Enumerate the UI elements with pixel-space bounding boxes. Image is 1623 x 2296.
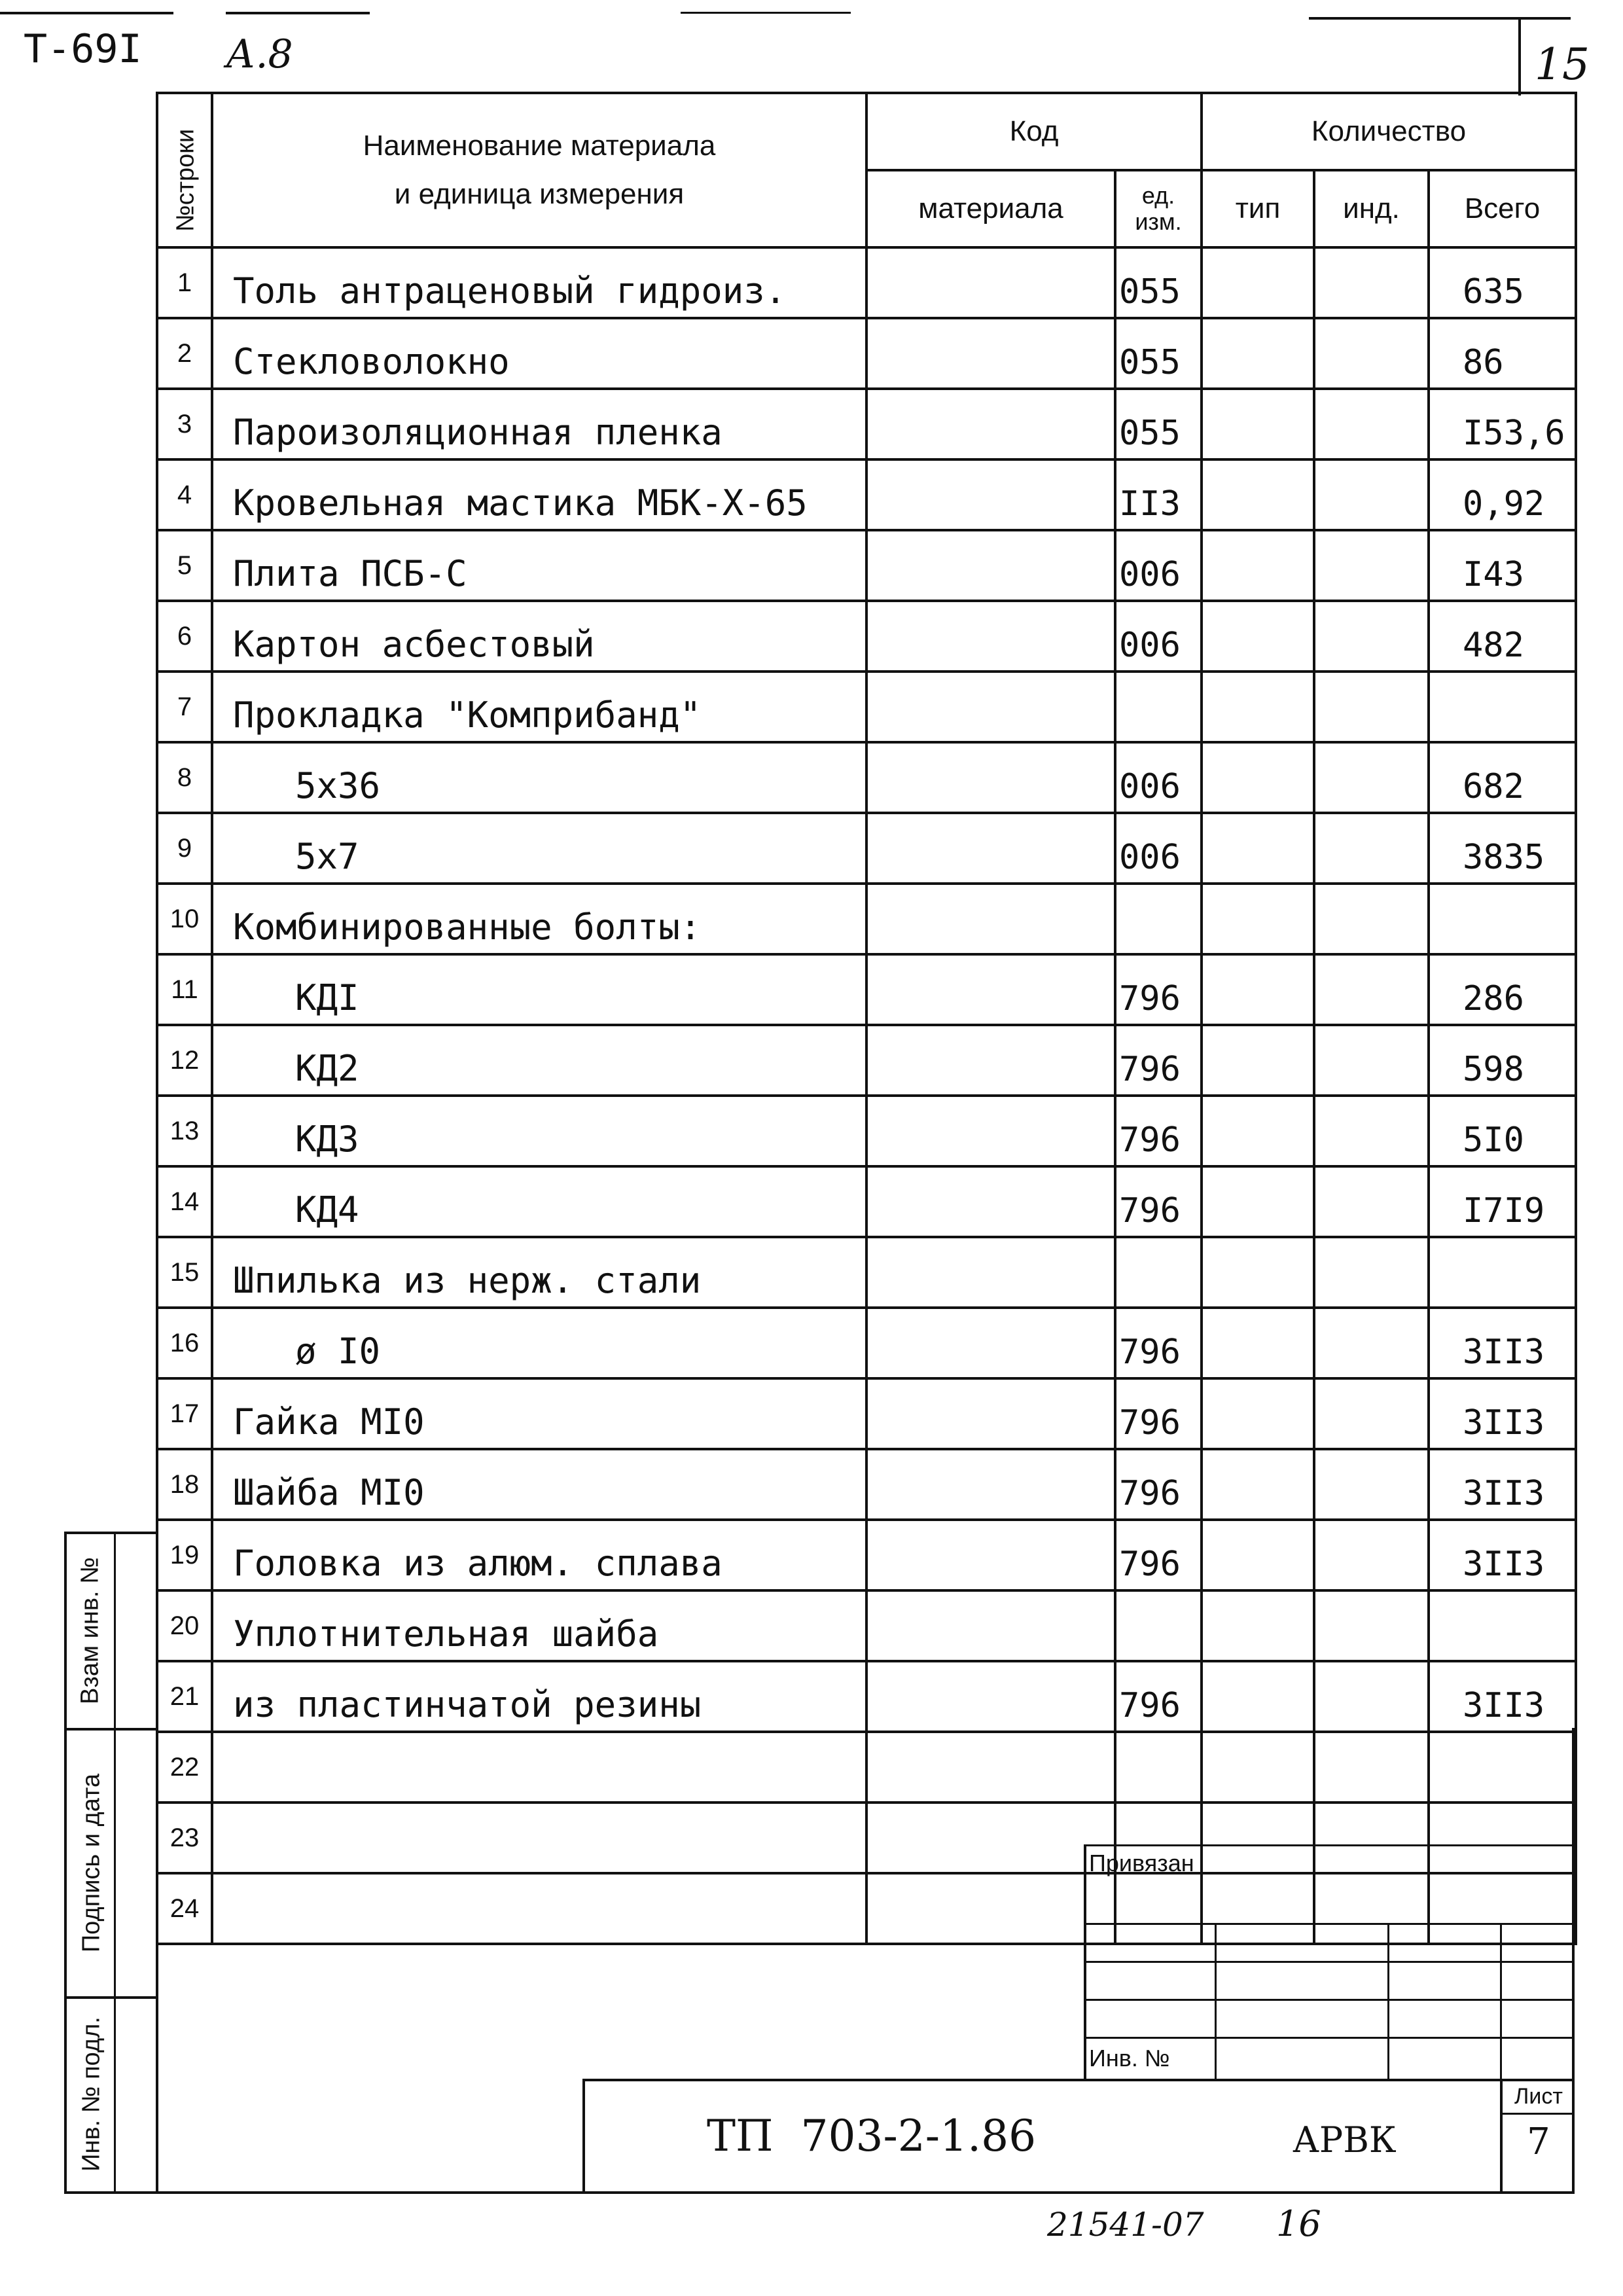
table-row: [157, 601, 1576, 672]
qty-total: 482: [1429, 601, 1576, 672]
qty-type: [1202, 1590, 1314, 1661]
unit-code: [1115, 1873, 1202, 1944]
inv-podl-label: Инв. № подл.: [77, 2017, 105, 2172]
material-name: Головка из алюм. сплава: [212, 1520, 866, 1590]
row-number: 2: [157, 318, 212, 389]
qty-type: [1202, 742, 1314, 813]
table-row: [157, 1096, 1576, 1166]
total-header: Всего: [1429, 170, 1576, 247]
table-row: [157, 1803, 1576, 1873]
archive-number: 21541-07: [1047, 2206, 1204, 2244]
qty-total: [1429, 1732, 1576, 1803]
table-row: [157, 1166, 1576, 1237]
row-number: 21: [157, 1661, 212, 1732]
material-name: КД3: [212, 1096, 866, 1166]
qty-total: [1429, 1803, 1576, 1873]
page-number-box: [1518, 17, 1521, 96]
title-block-border: [582, 2079, 1575, 2081]
qty-ind: [1314, 742, 1429, 813]
table-row: [157, 530, 1576, 601]
qty-total: 3II3: [1429, 1661, 1576, 1732]
archive-page: 16: [1276, 2203, 1321, 2244]
qty-total: 3II3: [1429, 1520, 1576, 1590]
qty-ind: [1314, 1096, 1429, 1166]
qty-type: [1202, 1096, 1314, 1166]
qty-type: [1202, 1661, 1314, 1732]
title-block-border: [582, 2079, 585, 2194]
qty-ind: [1314, 530, 1429, 601]
qty-total: 598: [1429, 1025, 1576, 1096]
qty-total: [1429, 1237, 1576, 1308]
material-name: из пластинчатой резины: [212, 1661, 866, 1732]
qty-type: [1202, 459, 1314, 530]
qty-type: [1202, 1025, 1314, 1096]
qty-type: [1202, 884, 1314, 954]
qty-ind: [1314, 318, 1429, 389]
qty-total: 682: [1429, 742, 1576, 813]
unit-code: 796: [1115, 1378, 1202, 1449]
row-number: 6: [157, 601, 212, 672]
qty-ind: [1314, 1661, 1429, 1732]
stamp-border: [1215, 1923, 1217, 2081]
material-code: [866, 530, 1115, 601]
unit-code: 055: [1115, 318, 1202, 389]
row-number: 7: [157, 672, 212, 742]
qty-ind: [1314, 884, 1429, 954]
material-code: [866, 247, 1115, 318]
materials-table: [156, 92, 1577, 1945]
unit-header: ед. изм.: [1115, 170, 1202, 247]
row-number: 23: [157, 1803, 212, 1873]
qty-type: [1202, 1237, 1314, 1308]
material-code: [866, 1520, 1115, 1590]
material-name: Шпилька из нерж. стали: [212, 1237, 866, 1308]
table-row: [157, 318, 1576, 389]
row-number-header: №строки: [157, 93, 212, 247]
page-number: 15: [1535, 39, 1590, 90]
inv-no-label: Инв. №: [1089, 2045, 1170, 2072]
title-block-border: [1500, 2113, 1575, 2115]
row-number: 5: [157, 530, 212, 601]
sheet-label: Лист: [1514, 2084, 1563, 2109]
stamp-border: [1084, 1844, 1575, 1846]
table-row: [157, 954, 1576, 1025]
row-number: 1: [157, 247, 212, 318]
material-code: [866, 1590, 1115, 1661]
table-row: [157, 1237, 1576, 1308]
qty-type: [1202, 1378, 1314, 1449]
document-code-stamp: ТП 703-2-1.86: [707, 2111, 1037, 2161]
material-code: [866, 884, 1115, 954]
qty-ind: [1314, 1520, 1429, 1590]
document-code: Т-69I: [24, 26, 142, 72]
qty-ind: [1314, 813, 1429, 884]
qty-total: I7I9: [1429, 1166, 1576, 1237]
unit-code: [1115, 672, 1202, 742]
row-number: 8: [157, 742, 212, 813]
material-code: [866, 1449, 1115, 1520]
material-code: [866, 1661, 1115, 1732]
material-name: Стекловолокно: [212, 318, 866, 389]
material-name-header: Наименование материала и единица измерения: [212, 93, 866, 247]
qty-type: [1202, 1308, 1314, 1378]
stamp-border: [1387, 1923, 1389, 2081]
material-name: Кровельная мастика МБК-Х-65: [212, 459, 866, 530]
qty-total: 3II3: [1429, 1449, 1576, 1520]
qty-ind: [1314, 247, 1429, 318]
material-name: Толь антраценовый гидроиз.: [212, 247, 866, 318]
table-row: [157, 1590, 1576, 1661]
qty-type: [1202, 672, 1314, 742]
unit-code: 055: [1115, 247, 1202, 318]
unit-code: 796: [1115, 954, 1202, 1025]
unit-code: [1115, 1590, 1202, 1661]
qty-total: I53,6: [1429, 389, 1576, 459]
material-code: [866, 742, 1115, 813]
table-row: [157, 1449, 1576, 1520]
stamp-border: [1500, 1923, 1502, 2081]
qty-total: 3835: [1429, 813, 1576, 884]
unit-code: 006: [1115, 813, 1202, 884]
stamp-border: [1084, 1844, 1086, 2081]
material-name: КД4: [212, 1166, 866, 1237]
vzam-inv-label: Взам инв. №: [76, 1557, 104, 1704]
material-name: Комбинированные болты:: [212, 884, 866, 954]
qty-ind: [1314, 1308, 1429, 1378]
qty-ind: [1314, 1732, 1429, 1803]
unit-code: [1115, 1237, 1202, 1308]
qty-ind: [1314, 1873, 1429, 1944]
qty-type: [1202, 1873, 1314, 1944]
row-number: 24: [157, 1873, 212, 1944]
material-code: [866, 672, 1115, 742]
qty-total: [1429, 1590, 1576, 1661]
qty-total: [1429, 884, 1576, 954]
code-header: Код: [866, 93, 1202, 170]
unit-code: 006: [1115, 530, 1202, 601]
unit-code: [1115, 1732, 1202, 1803]
material-name: Пароизоляционная пленка: [212, 389, 866, 459]
table-row: [157, 1661, 1576, 1732]
document-mark-stamp: АРВК: [1293, 2119, 1397, 2161]
qty-type: [1202, 954, 1314, 1025]
qty-ind: [1314, 954, 1429, 1025]
unit-code: 006: [1115, 601, 1202, 672]
table-row: [157, 1025, 1576, 1096]
unit-code: 796: [1115, 1025, 1202, 1096]
qty-type: [1202, 601, 1314, 672]
qty-total: [1429, 672, 1576, 742]
qty-type: [1202, 813, 1314, 884]
document-mark: А.8: [226, 31, 293, 77]
row-number: 3: [157, 389, 212, 459]
material-code: [866, 1803, 1115, 1873]
qty-total: 86: [1429, 318, 1576, 389]
unit-code: 796: [1115, 1449, 1202, 1520]
material-code: [866, 1025, 1115, 1096]
qty-total: 5I0: [1429, 1096, 1576, 1166]
material-code: [866, 954, 1115, 1025]
side-strip-border: [64, 1532, 67, 2194]
table-row: [157, 884, 1576, 954]
material-code: [866, 1166, 1115, 1237]
table-row: [157, 1308, 1576, 1378]
unit-code: 796: [1115, 1308, 1202, 1378]
row-number: 11: [157, 954, 212, 1025]
qty-ind: [1314, 1166, 1429, 1237]
qty-type: [1202, 1732, 1314, 1803]
qty-type: [1202, 318, 1314, 389]
material-name: Прокладка "Комприбанд": [212, 672, 866, 742]
signature-date-label: Подпись и дата: [77, 1773, 105, 1953]
material-name: [212, 1873, 866, 1944]
row-number: 14: [157, 1166, 212, 1237]
material-name: Плита ПСБ-С: [212, 530, 866, 601]
row-number: 19: [157, 1520, 212, 1590]
row-number: 13: [157, 1096, 212, 1166]
material-code: [866, 459, 1115, 530]
material-name: КД2: [212, 1025, 866, 1096]
unit-code: 796: [1115, 1166, 1202, 1237]
table-row: [157, 1520, 1576, 1590]
type-header: тип: [1202, 170, 1314, 247]
material-name: КДI: [212, 954, 866, 1025]
sheet-number: 7: [1527, 2121, 1550, 2163]
qty-type: [1202, 389, 1314, 459]
table-row: [157, 389, 1576, 459]
frame-bottom-border: [156, 2191, 1575, 2194]
qty-total: 0,92: [1429, 459, 1576, 530]
material-code: [866, 1096, 1115, 1166]
qty-type: [1202, 1803, 1314, 1873]
qty-ind: [1314, 1025, 1429, 1096]
row-number: 18: [157, 1449, 212, 1520]
qty-type: [1202, 1166, 1314, 1237]
material-code: [866, 1873, 1115, 1944]
material-name: [212, 1732, 866, 1803]
qty-ind: [1314, 601, 1429, 672]
row-number: 17: [157, 1378, 212, 1449]
material-code: [866, 813, 1115, 884]
table-row: [157, 672, 1576, 742]
qty-ind: [1314, 1449, 1429, 1520]
qty-ind: [1314, 1803, 1429, 1873]
qty-ind: [1314, 389, 1429, 459]
qty-type: [1202, 247, 1314, 318]
qty-total: 3II3: [1429, 1378, 1576, 1449]
material-name: Шайба МI0: [212, 1449, 866, 1520]
material-name: Картон асбестовый: [212, 601, 866, 672]
material-code-header: материала: [866, 170, 1115, 247]
row-number: 22: [157, 1732, 212, 1803]
table-row: [157, 1732, 1576, 1803]
material-code: [866, 601, 1115, 672]
qty-type: [1202, 530, 1314, 601]
qty-total: I43: [1429, 530, 1576, 601]
qty-ind: [1314, 1237, 1429, 1308]
frame-left-border: [156, 1728, 158, 2194]
top-edge-line: [226, 12, 370, 14]
ind-header: инд.: [1314, 170, 1429, 247]
material-code: [866, 1378, 1115, 1449]
unit-code: 796: [1115, 1520, 1202, 1590]
top-edge-line: [681, 12, 851, 14]
row-number: 20: [157, 1590, 212, 1661]
row-number: 10: [157, 884, 212, 954]
material-name: ø I0: [212, 1308, 866, 1378]
unit-code: II3: [1115, 459, 1202, 530]
qty-type: [1202, 1449, 1314, 1520]
table-row: [157, 742, 1576, 813]
row-number: 4: [157, 459, 212, 530]
material-code: [866, 318, 1115, 389]
table-row: [157, 459, 1576, 530]
qty-ind: [1314, 1378, 1429, 1449]
row-number: 12: [157, 1025, 212, 1096]
qty-total: [1429, 1873, 1576, 1944]
material-code: [866, 1732, 1115, 1803]
table-row: [157, 247, 1576, 318]
table-row: [157, 813, 1576, 884]
qty-ind: [1314, 459, 1429, 530]
row-number: 15: [157, 1237, 212, 1308]
qty-total: 286: [1429, 954, 1576, 1025]
table-row: [157, 1873, 1576, 1944]
qty-total: 635: [1429, 247, 1576, 318]
privyazan-label: Привязан: [1089, 1850, 1194, 1876]
unit-code: [1115, 884, 1202, 954]
unit-code: 796: [1115, 1096, 1202, 1166]
quantity-header: Количество: [1202, 93, 1576, 170]
material-name: 5х7: [212, 813, 866, 884]
qty-ind: [1314, 672, 1429, 742]
top-edge-line: [0, 12, 173, 14]
material-name: 5х36: [212, 742, 866, 813]
unit-code: 006: [1115, 742, 1202, 813]
material-name: [212, 1803, 866, 1873]
side-strip-divider: [114, 1532, 116, 2194]
material-name: Уплотнительная шайба: [212, 1590, 866, 1661]
qty-ind: [1314, 1590, 1429, 1661]
table-row: [157, 1378, 1576, 1449]
unit-code: 796: [1115, 1661, 1202, 1732]
material-code: [866, 1237, 1115, 1308]
top-edge-line: [1309, 17, 1571, 20]
qty-total: 3II3: [1429, 1308, 1576, 1378]
material-code: [866, 1308, 1115, 1378]
material-code: [866, 389, 1115, 459]
qty-type: [1202, 1520, 1314, 1590]
unit-code: 055: [1115, 389, 1202, 459]
row-number: 16: [157, 1308, 212, 1378]
row-number: 9: [157, 813, 212, 884]
material-name: Гайка МI0: [212, 1378, 866, 1449]
